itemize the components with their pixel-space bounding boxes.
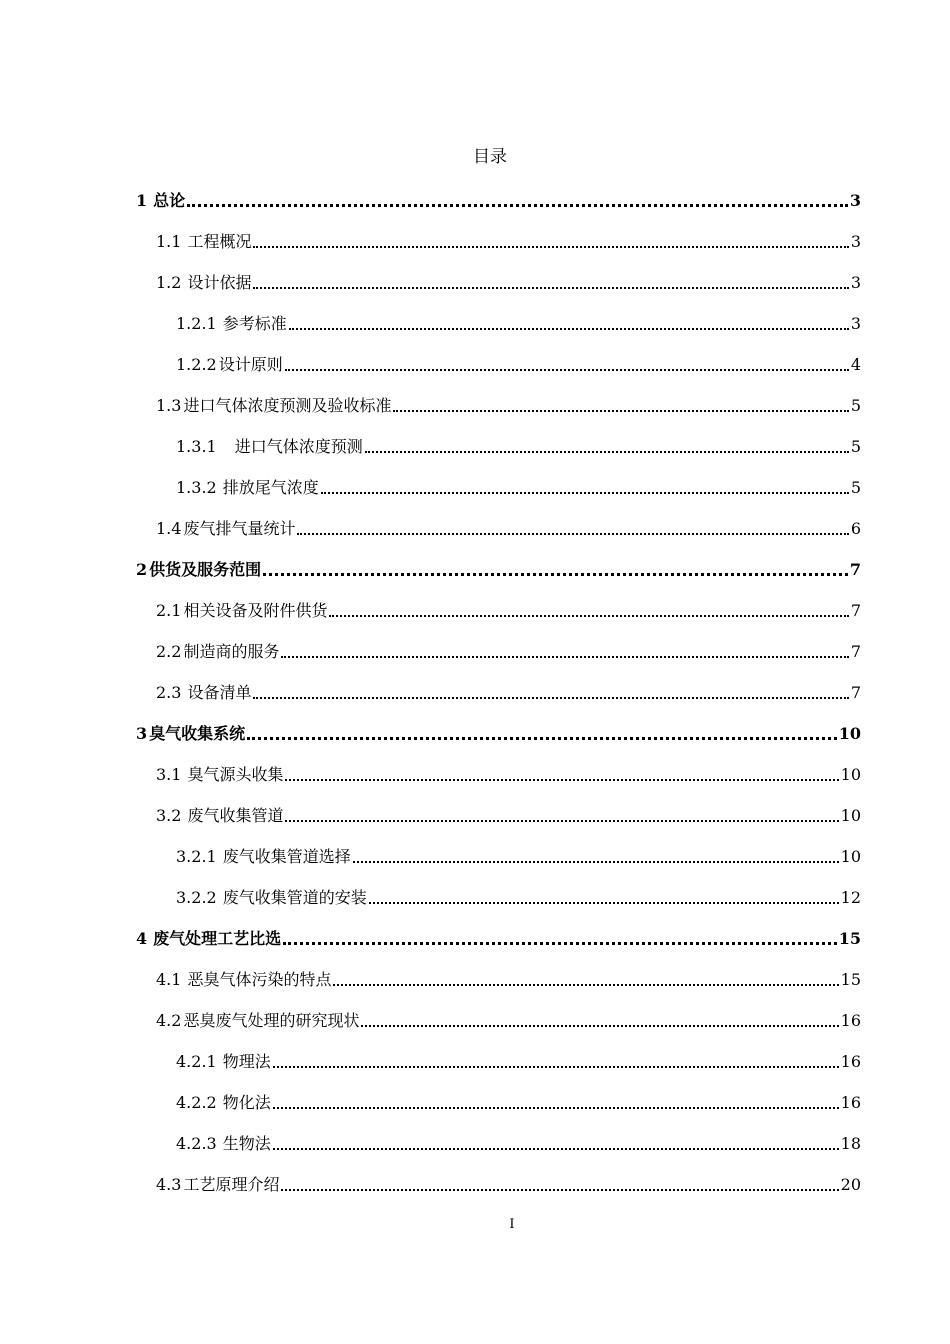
toc-entry-1-3[interactable] (156, 392, 861, 418)
toc-entry-text: 总论 (153, 191, 186, 210)
toc-entry-number: 1.3.2 (176, 478, 217, 497)
toc-entry-number: 3.1 (156, 765, 182, 784)
toc-page-number: 5 (850, 478, 861, 497)
dot-leader (187, 204, 848, 207)
dot-leader (281, 656, 848, 658)
toc-entry-number: 1 (136, 191, 148, 210)
toc-title: 目录 (473, 147, 507, 167)
toc-entry-text: 废气排气量统计 (183, 519, 296, 538)
toc-entry-4-2[interactable] (156, 1007, 861, 1033)
toc-entry-number: 2.3 (156, 683, 182, 702)
toc-entry-2-3[interactable] (156, 679, 861, 705)
toc-entry-text: 供货及服务范围 (149, 560, 262, 579)
toc-entry-text: 物理法 (222, 1052, 271, 1071)
toc-entry-text: 臭气源头收集 (187, 765, 284, 784)
dot-leader (273, 1148, 839, 1150)
toc-entry-number: 1.2 (156, 273, 182, 292)
toc-page-number: 16 (840, 1093, 861, 1112)
toc-entry-text: 恶臭废气处理的研究现状 (183, 1011, 360, 1030)
toc-entry-number: 4.1 (156, 970, 182, 989)
toc-entry-text: 制造商的服务 (183, 642, 280, 661)
toc-entry-text: 物化法 (222, 1093, 271, 1112)
dot-leader (353, 861, 839, 863)
toc-entry-1[interactable] (136, 187, 861, 213)
dot-leader (247, 737, 837, 740)
dot-leader (253, 287, 848, 289)
dot-leader (253, 697, 848, 699)
toc-entry-4-2-3[interactable] (176, 1130, 861, 1156)
toc-entry-text: 废气收集管道选择 (222, 847, 351, 866)
toc-entry-1-1[interactable] (156, 228, 861, 254)
toc-entry-number: 1.1 (156, 232, 182, 251)
dot-leader (285, 369, 849, 371)
toc-entry-text: 进口气体浓度预测及验收标准 (183, 396, 392, 415)
toc-entry-number: 1.2.1 (176, 314, 217, 333)
dot-leader (329, 615, 848, 617)
toc-entry-number: 3.2.1 (176, 847, 217, 866)
toc-entry-text: 工艺原理介绍 (183, 1175, 280, 1194)
toc-page-number: 12 (840, 888, 861, 907)
toc-entry-text: 排放尾气浓度 (222, 478, 319, 497)
toc-page-number: 10 (840, 847, 861, 866)
toc-entry-text: 设计依据 (187, 273, 252, 292)
toc-entry-number: 3.2.2 (176, 888, 217, 907)
toc-entry-2[interactable] (136, 556, 861, 582)
dot-leader (283, 942, 837, 945)
dot-leader (369, 902, 839, 904)
dot-leader (281, 1189, 838, 1191)
toc-entry-text: 参考标准 (222, 314, 287, 333)
toc-page-number: 6 (850, 519, 861, 538)
dot-leader (263, 573, 848, 576)
toc-entry-number: 3 (136, 724, 148, 743)
toc-entry-number: 1.2.2 (176, 355, 217, 374)
toc-page-number: 16 (840, 1052, 861, 1071)
toc-page-number: 7 (849, 560, 861, 579)
dot-leader (365, 451, 849, 453)
toc-entry-2-1[interactable] (156, 597, 861, 623)
dot-leader (297, 533, 848, 535)
toc-page-number: 10 (840, 765, 861, 784)
dot-leader (285, 820, 838, 822)
toc-entry-text: 工程概况 (187, 232, 252, 251)
toc-page-number: 3 (850, 314, 861, 333)
toc-entry-text: 生物法 (222, 1134, 271, 1153)
toc-entry-1-2-2[interactable] (176, 351, 861, 377)
toc-entry-number: 4.2.1 (176, 1052, 217, 1071)
toc-entry-number: 1.4 (156, 519, 182, 538)
toc-page-number: 3 (850, 273, 861, 292)
toc-page-number: 4 (850, 355, 861, 374)
toc-entry-number: 4.2.3 (176, 1134, 217, 1153)
toc-entry-3[interactable] (136, 720, 861, 746)
toc-entry-number: 1.3.1 (176, 437, 217, 456)
toc-entry-number: 2.2 (156, 642, 182, 661)
toc-page-number: 3 (850, 232, 861, 251)
toc-entry-4-3[interactable] (156, 1171, 861, 1197)
toc-entry-number: 2 (136, 560, 148, 579)
dot-leader (289, 328, 849, 330)
toc-entry-number: 4 (136, 929, 148, 948)
toc-entry-text: 相关设备及附件供货 (183, 601, 328, 620)
toc-page-number: 7 (850, 683, 861, 702)
toc-page-number: 20 (840, 1175, 861, 1194)
dot-leader (361, 1025, 838, 1027)
toc-page-number: 10 (838, 724, 861, 743)
toc-entry-3-2[interactable] (156, 802, 861, 828)
toc-entry-number: 2.1 (156, 601, 182, 620)
toc-entry-1-2-1[interactable] (176, 310, 861, 336)
toc-page-number: 15 (840, 970, 861, 989)
toc-entry-text: 设计原则 (218, 355, 283, 374)
toc-page-number: 3 (849, 191, 861, 210)
toc-page-number: 5 (850, 437, 861, 456)
toc-entry-1-3-1[interactable] (176, 433, 861, 459)
toc-entry-4[interactable] (136, 925, 861, 951)
toc-page-number: 5 (850, 396, 861, 415)
dot-leader (393, 410, 848, 412)
dot-leader (253, 246, 848, 248)
toc-page-number: 10 (840, 806, 861, 825)
dot-leader (333, 984, 838, 986)
toc-entry-4-2-2[interactable] (176, 1089, 861, 1115)
toc-entry-1-2[interactable] (156, 269, 861, 295)
toc-entry-text: 设备清单 (187, 683, 252, 702)
toc-entry-number: 4.2.2 (176, 1093, 217, 1112)
toc-entry-4-1[interactable] (156, 966, 861, 992)
toc-entry-4-2-1[interactable] (176, 1048, 861, 1074)
page-number: I (509, 1217, 515, 1232)
toc-entry-number: 4.2 (156, 1011, 182, 1030)
toc-page-number: 15 (838, 929, 861, 948)
toc-entry-text: 废气处理工艺比选 (153, 929, 282, 948)
dot-leader (273, 1107, 839, 1109)
toc-entry-number: 3.2 (156, 806, 182, 825)
toc-entry-2-2[interactable] (156, 638, 861, 664)
toc-entry-text: 废气收集管道的安装 (222, 888, 367, 907)
dot-leader (285, 779, 838, 781)
toc-entry-3-2-2[interactable] (176, 884, 861, 910)
toc-page-number: 7 (850, 601, 861, 620)
dot-leader (273, 1066, 839, 1068)
toc-entry-text: 臭气收集系统 (149, 724, 246, 743)
toc-page-number: 7 (850, 642, 861, 661)
toc-page-number: 18 (840, 1134, 861, 1153)
toc-entry-text: 恶臭气体污染的特点 (187, 970, 332, 989)
dot-leader (321, 492, 849, 494)
toc-entry-1-3-2[interactable] (176, 474, 861, 500)
toc-entry-1-4[interactable] (156, 515, 861, 541)
toc-entry-3-1[interactable] (156, 761, 861, 787)
toc-page-number: 16 (840, 1011, 861, 1030)
toc-entry-3-2-1[interactable] (176, 843, 861, 869)
toc-entry-number: 1.3 (156, 396, 182, 415)
toc-entry-text: 废气收集管道 (187, 806, 284, 825)
toc-entry-number: 4.3 (156, 1175, 182, 1194)
toc-entry-text: 进口气体浓度预测 (234, 437, 363, 456)
